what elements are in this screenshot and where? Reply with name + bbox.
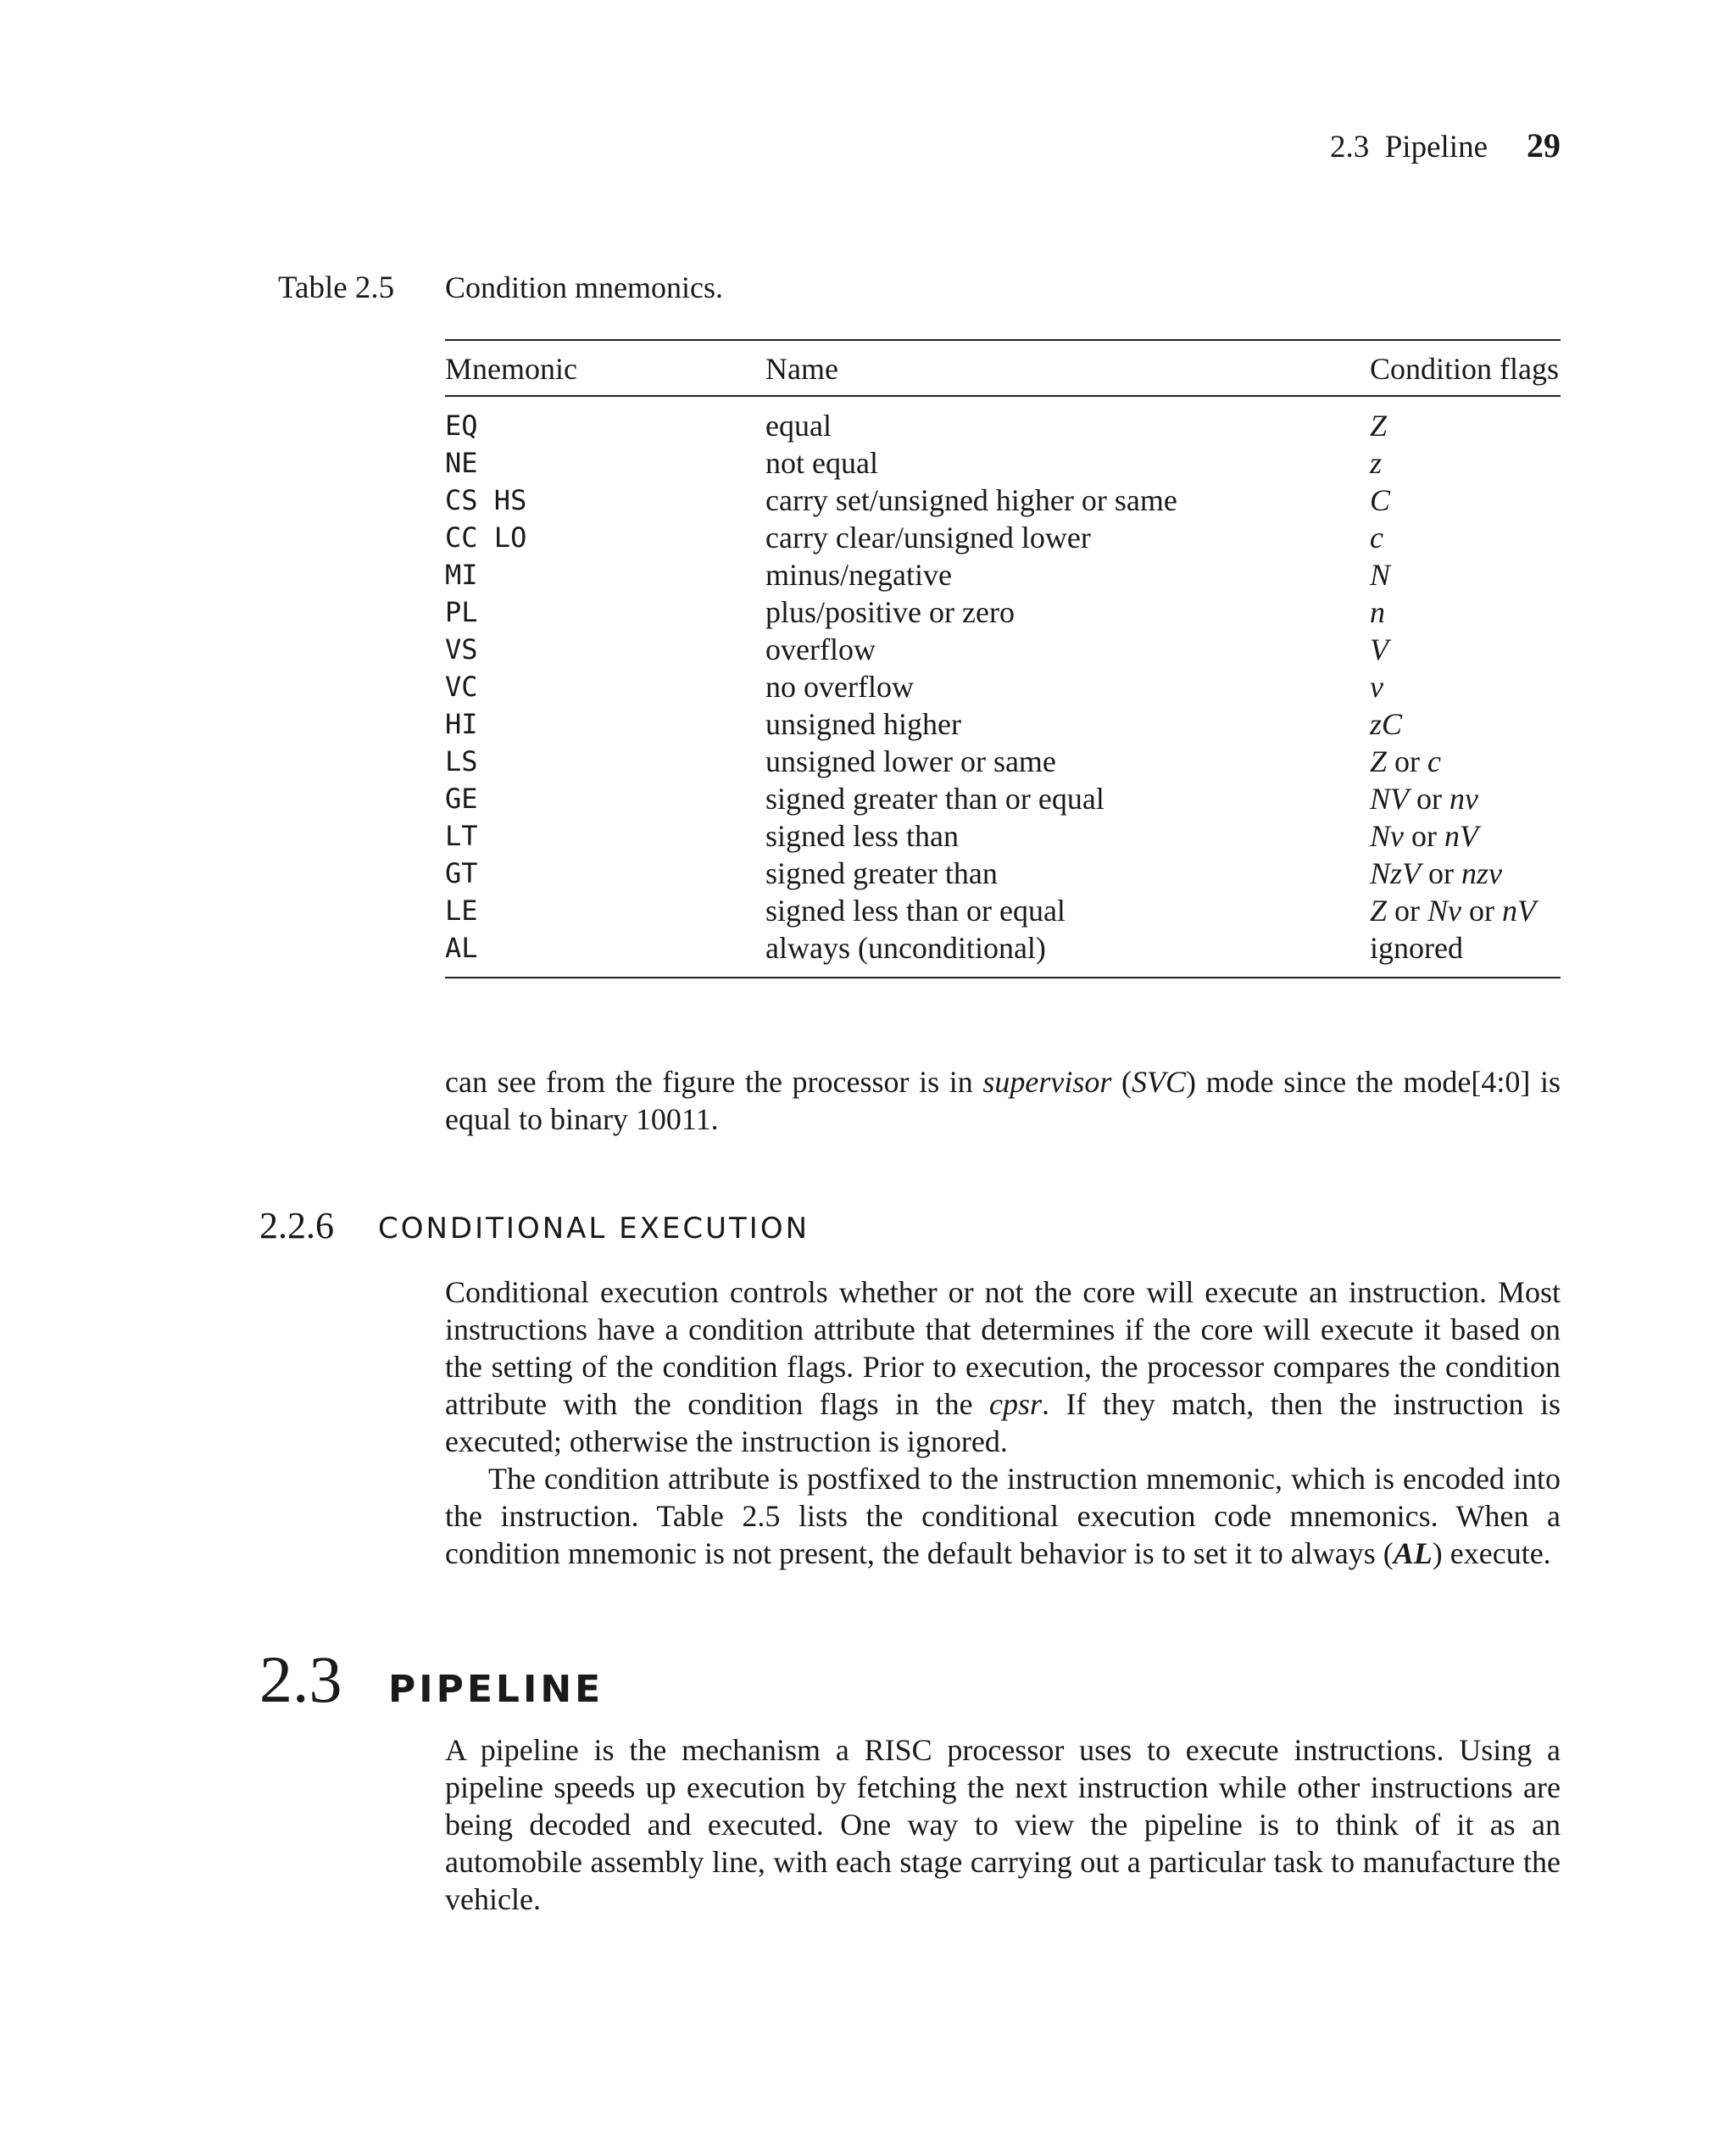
table-row xyxy=(445,519,1561,556)
flag-token: c xyxy=(1370,521,1383,555)
section-title: CONDITIONAL EXECUTION xyxy=(378,1212,810,1246)
cell-mnemonic: LT xyxy=(445,820,478,852)
table-row xyxy=(445,444,1561,482)
cell-name: signed greater than xyxy=(765,856,998,890)
table-row xyxy=(445,396,1561,444)
flag-token: or xyxy=(1404,819,1444,853)
table-caption-text: Condition mnemonics. xyxy=(445,270,723,304)
cell-mnemonic: EQ xyxy=(445,410,478,442)
table-row xyxy=(445,668,1561,705)
cell-condition-flags xyxy=(1370,556,1561,594)
running-head xyxy=(1330,125,1561,165)
text-run-emphasis: supervisor xyxy=(982,1065,1112,1099)
table-row xyxy=(445,594,1561,631)
cell-name: unsigned lower or same xyxy=(765,744,1056,778)
cell-condition-flags xyxy=(1370,929,1561,978)
paragraph-pipeline: A pipeline is the mechanism a RISC processor uses to execute instructions. Using a pipeline speeds up execution by fetching the next instruction while other instructions are being decoded and executed. One way to view the pipeline is to think of it as an automobile assembly line, with each stage carrying out a particular task to manufacture the vehicle. xyxy=(445,1733,1561,1916)
section-2-3-body xyxy=(445,1731,1561,1918)
text-run: The condition attribute is postfixed to the instruction mnemonic, which is encoded into the instruction. Table 2.5 lists the conditional execution code mnemonics. When a condition mnemonic is not present, the default behavior is to set it to always ( xyxy=(445,1462,1561,1570)
cell-condition-flags xyxy=(1370,705,1561,743)
cell-condition-flags xyxy=(1370,743,1561,780)
flag-token: N xyxy=(1370,558,1391,592)
cell-name: signed greater than or equal xyxy=(765,782,1104,816)
text-run: can see from the figure the processor is in xyxy=(445,1065,983,1099)
cell-condition-flags xyxy=(1370,817,1561,855)
cell-name: minus/negative xyxy=(765,558,952,592)
table-label: Table 2.5 xyxy=(278,270,395,305)
cell-name: always (unconditional) xyxy=(765,931,1046,965)
table-row xyxy=(445,855,1561,892)
section-heading-2-2-6 xyxy=(259,1204,810,1247)
flag-token: NzV xyxy=(1370,856,1422,890)
table-row xyxy=(445,929,1561,978)
flag-token: Z xyxy=(1370,894,1388,928)
flag-token: or xyxy=(1409,782,1450,816)
cell-condition-flags xyxy=(1370,594,1561,631)
flag-token: nV xyxy=(1502,894,1537,928)
flag-token: zC xyxy=(1370,707,1403,741)
cell-name: no overflow xyxy=(765,670,914,704)
cell-condition-flags xyxy=(1370,631,1561,668)
cell-mnemonic: MI xyxy=(445,559,478,591)
condition-mnemonics-table xyxy=(445,339,1561,978)
cell-mnemonic: HI xyxy=(445,708,478,740)
flag-token: n xyxy=(1370,595,1385,629)
cell-name: plus/positive or zero xyxy=(765,595,1015,629)
cell-mnemonic: NE xyxy=(445,447,478,479)
table-row xyxy=(445,780,1561,817)
cell-mnemonic: GT xyxy=(445,857,478,889)
flag-token: Z xyxy=(1370,409,1388,443)
paragraph-conditional-2 xyxy=(445,1460,1561,1572)
header-condition-flags: Condition flags xyxy=(1370,352,1559,386)
flag-token: nV xyxy=(1444,819,1478,853)
table-row xyxy=(445,705,1561,743)
table-row xyxy=(445,743,1561,780)
header-mnemonic: Mnemonic xyxy=(445,352,577,386)
section-title: PIPELINE xyxy=(388,1668,604,1711)
paragraph-continued xyxy=(445,1063,1561,1138)
table-row xyxy=(445,817,1561,855)
section-heading-2-3 xyxy=(259,1641,604,1718)
text-run-emphasis: SVC xyxy=(1131,1065,1186,1099)
text-run: ) execute. xyxy=(1432,1536,1551,1570)
table-caption xyxy=(278,270,723,306)
table-header-row xyxy=(445,340,1561,396)
cell-condition-flags xyxy=(1370,482,1561,519)
cell-mnemonic: LE xyxy=(445,895,478,927)
flag-token: v xyxy=(1370,670,1383,704)
table-row xyxy=(445,482,1561,519)
text-run-emphasis: cpsr xyxy=(989,1387,1042,1421)
cell-condition-flags xyxy=(1370,444,1561,482)
cell-mnemonic: VC xyxy=(445,671,478,703)
flag-token: or xyxy=(1387,894,1428,928)
cell-name: overflow xyxy=(765,633,876,666)
flag-token: V xyxy=(1370,633,1388,666)
cell-mnemonic: AL xyxy=(445,932,478,964)
paragraph-conditional-1 xyxy=(445,1273,1561,1460)
flag-token: Nv xyxy=(1370,819,1404,853)
flag-token: nv xyxy=(1449,782,1478,816)
cell-mnemonic: PL xyxy=(445,596,478,628)
flag-token: z xyxy=(1370,446,1383,480)
section-number: 2.3 xyxy=(259,1642,342,1716)
flag-token: or xyxy=(1387,744,1428,778)
table-body xyxy=(445,396,1561,978)
flag-token: NV xyxy=(1370,782,1410,816)
text-run: . If they match, then the instruction is executed; otherwise the instruction is ignored. xyxy=(445,1387,1561,1458)
cell-condition-flags xyxy=(1370,780,1561,817)
table-row xyxy=(445,556,1561,594)
cell-mnemonic: CC LO xyxy=(445,521,527,554)
cell-name: carry clear/unsigned lower xyxy=(765,521,1091,555)
paragraph-mode xyxy=(445,1063,1561,1138)
cell-condition-flags xyxy=(1370,892,1561,929)
page-number: 29 xyxy=(1527,126,1561,164)
flag-token: ignored xyxy=(1370,931,1463,965)
cell-name: unsigned higher xyxy=(765,707,961,741)
cell-name: not equal xyxy=(765,446,878,480)
header-name: Name xyxy=(765,352,838,386)
text-run: ) mode since the mode[4:0] is equal to binary 10011. xyxy=(445,1065,1561,1136)
flag-token: Nv xyxy=(1427,894,1462,928)
cell-condition-flags xyxy=(1370,396,1561,444)
cell-name: signed less than xyxy=(765,819,959,853)
text-run: ( xyxy=(1111,1065,1132,1099)
text-run: Conditional execution controls whether or not the core will execute an instruction. Most instructions have a condition attribute that determines if the core will execute it based on the setting of the condition flags. Prior to execution, the processor compares the condition attribute with the condition flags in the xyxy=(445,1275,1561,1421)
cell-mnemonic: GE xyxy=(445,783,478,815)
flag-token: c xyxy=(1427,744,1442,778)
table-row xyxy=(445,892,1561,929)
section-number: 2.2.6 xyxy=(259,1205,334,1246)
flag-token: C xyxy=(1370,483,1391,517)
flag-token: or xyxy=(1461,894,1503,928)
section-2-2-6-body xyxy=(445,1273,1561,1572)
cell-name: equal xyxy=(765,409,832,443)
flag-token: nzv xyxy=(1461,856,1503,890)
table-row xyxy=(445,631,1561,668)
cell-mnemonic: VS xyxy=(445,633,478,666)
cell-name: signed less than or equal xyxy=(765,894,1066,928)
text-run-strong: AL xyxy=(1393,1536,1433,1570)
running-head-section: 2.3 Pipeline xyxy=(1329,130,1488,164)
cell-condition-flags xyxy=(1370,855,1561,892)
cell-name: carry set/unsigned higher or same xyxy=(765,483,1177,517)
cell-mnemonic: LS xyxy=(445,745,478,777)
flag-token: Z xyxy=(1370,744,1388,778)
flag-token: or xyxy=(1421,856,1462,890)
cell-condition-flags xyxy=(1370,519,1561,556)
cell-mnemonic: CS HS xyxy=(445,484,527,516)
cell-condition-flags xyxy=(1370,668,1561,705)
